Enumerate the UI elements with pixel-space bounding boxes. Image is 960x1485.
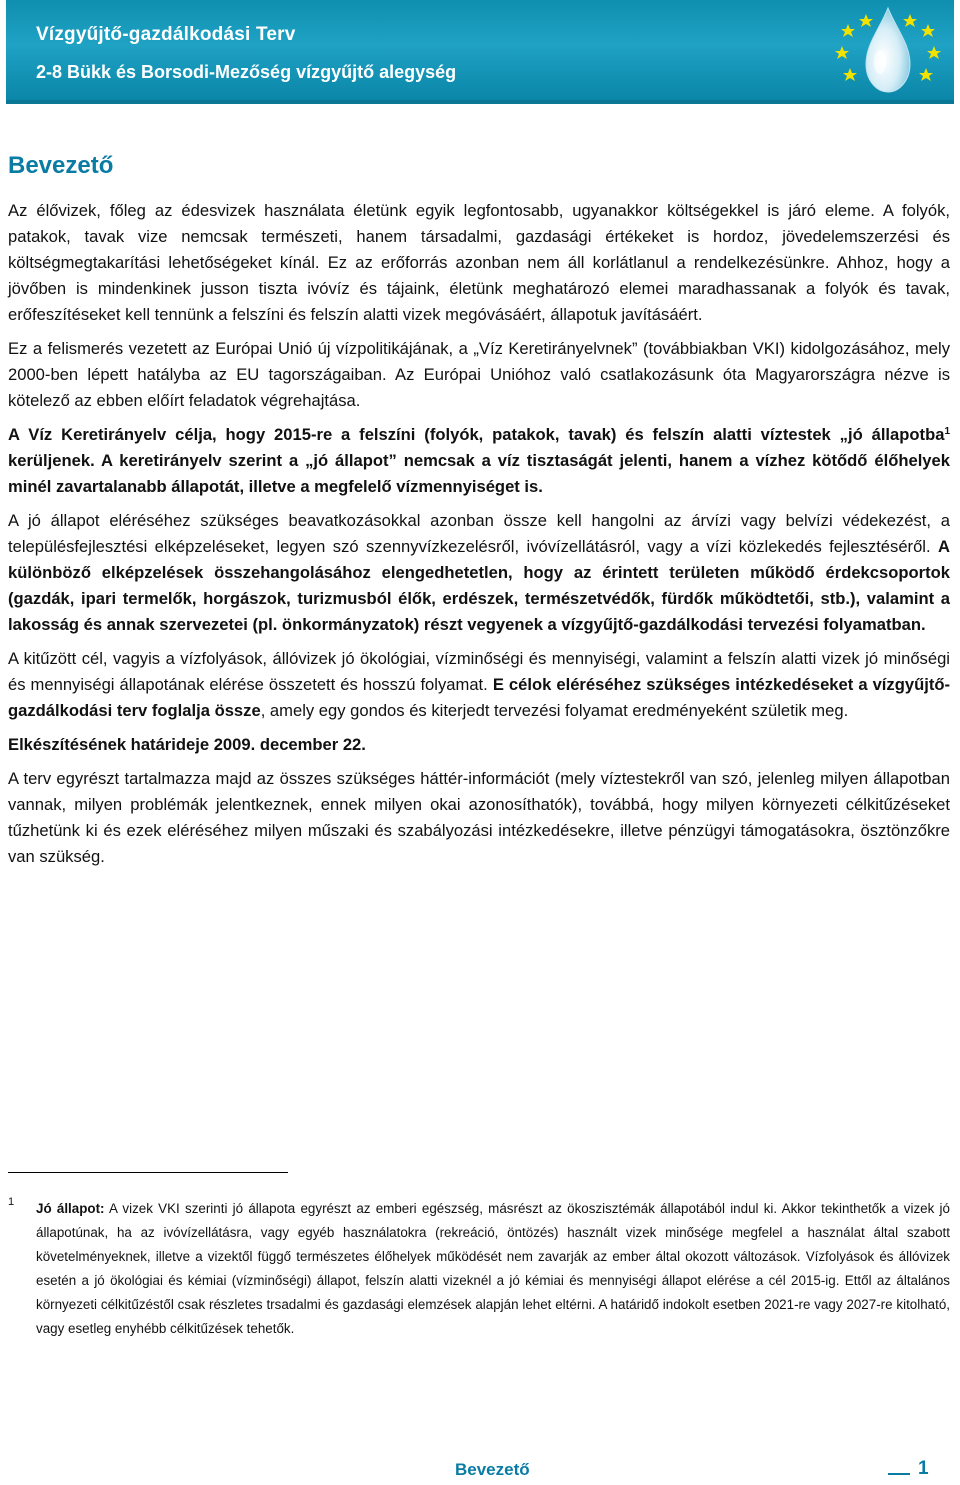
paragraph-1: Az élővizek, főleg az édesvizek használata életünk egyik legfontosabb, ugyanakkor költségekkel is járó eleme. A folyók, patakok, tavak vize nemcsak természeti, hanem társadalmi, gazdasági értékeket is hordoz, jövedelemszerzési és költségmegtakarítási lehetőségeket kínál. Ez az erőforrás azonban nem áll korlátlanul a rendelkezésünkre. Ahhoz, hogy a jövőben is mindenkinek jusson tiszta ivóvíz és tájaink, életünk meghatározó elemei maradhassanak a folyók és tavak, erőfeszítéseket kell tennünk a felszíni és felszín alatti vizek megóvásáért, állapotuk javításáért. — [8, 201, 950, 324]
paragraph-4-bold: A különböző elképzelések összehangolásához elengedhetetlen, hogy az érintett területen működő érdekcsoportok (gazdák, ipari termelők, horgászok, turizmusból élők, erdészek, természetvédők, fürdők működtetői, stb.), valamint a lakosság és annak szervezetei (pl. önkormányzatok) részt vegyenek a vízgyűjtő-gazdálkodási tervezési folyamatban. — [8, 537, 950, 634]
paragraph-5 — [8, 646, 950, 724]
page-number: 1 — [918, 1458, 929, 1479]
footnote-text: A vizek VKI szerinti jó állapota egyrészt az emberi egészség, másrészt az ökoszisztémák állapotából indul ki. Akkor tekinthetők a vizek jó állapotúnak, ha az ivóvízellátásra, vagy egyéb használatokra (rekreáció, öntözés) használt vizek minősége megfelel a használat által szabott követelményeknek, illetve a vizektől függő természetes élőhelyek működését nem zavarják az ember által okozott változások. Vízfolyások és állóvizek esetén a jó ökológiai és kémiai (vízminőségi) állapot, felszín alatti vizeknél a jó kémiai és mennyiségi állapot elérése a cél 2015-ig. Ettől az általános környezeti célkitűzéstől csak részletes trsadalmi és gazdasági elemzések alapján lehet eltérni. A határidő indokolt esetben 2021-re vagy 2027-re kitolható, vagy esetleg enyhébb célkitűzések tehetők. — [36, 1201, 950, 1336]
paragraph-4-normal: A jó állapot eléréséhez szükséges beavatkozásokkal azonban össze kell hangolni az árvízi vagy belvízi védekezést, a településfejlesztési elképzeléseket, legyen szó szennyvízkezelésről, ivóvízellátásról, vagy a vízi közlekedés fejlesztéséről. — [8, 511, 950, 556]
footnote-divider — [8, 1172, 288, 1173]
eu-water-drop-logo-icon — [830, 2, 946, 100]
paragraph-3-start: A Víz Keretirányelv célja, hogy 2015-re a felszíni (folyók, patakok, tavak) és felszín alatti víztestek „jó állapotba — [8, 425, 945, 444]
paragraph-5-end: , amely egy gondos és kiterjedt tervezési folyamat eredményeként születik meg. — [260, 701, 849, 720]
footnote-number: 1 — [8, 1196, 15, 1208]
footnote-term: Jó állapot: — [36, 1201, 105, 1216]
deadline-paragraph: Elkészítésének határideje 2009. december 22. — [8, 735, 366, 754]
paragraph-3-end: kerüljenek. A keretirányelv szerint a „jó állapot” nemcsak a víz tisztaságát jelenti, hanem a vízhez kötődő élőhelyek minél zavartalanabb állapotát, illetve a megfelelő vízmennyiséget is. — [8, 451, 950, 496]
footer-divider — [888, 1473, 910, 1475]
paragraph-4 — [8, 508, 950, 638]
paragraph-3 — [8, 422, 950, 500]
section-title: Bevezető — [8, 152, 114, 179]
footnote — [36, 1197, 950, 1341]
header-title: Vízgyűjtő-gazdálkodási Terv — [36, 24, 296, 45]
paragraph-5-normal: A kitűzött cél, vagyis a vízfolyások, állóvizek jó ökológiai, vízminőségi és mennyiségi, valamint a felszín alatti vizek jó minőségi és mennyiségi állapotának elérése összetett és hosszú folyamat. — [8, 649, 950, 694]
footnote-reference[interactable]: 1 — [944, 426, 950, 437]
paragraph-2: Ez a felismerés vezetett az Európai Unió új vízpolitikájának, a „Víz Keretirányelvnek” (továbbiakban VKI) kidolgozásához, mely 2000-ben lépett hatályba az EU tagországaiban. Az Európai Unióhoz való csatlakozásunk óta Magyarországra nézve is kötelező az ebben előírt feladatok végrehajtása. — [8, 339, 950, 410]
paragraph-7: A terv egyrészt tartalmazza majd az összes szükséges háttér-információt (mely víztestekről van szó, jelenleg milyen állapotban vannak, milyen problémák jelentkeznek, ennek milyen okai azonosíthatók), továbbá, hogy milyen környezeti célkitűzéseket tűzhetünk ki és ezek eléréséhez milyen műszaki és szabályozási intézkedésekre, illetve pénzügyi támogatásokra, ösztönzőkre van szükség. — [8, 769, 950, 866]
header-subtitle: 2-8 Bükk és Borsodi-Mezőség vízgyűjtő alegység — [36, 62, 457, 82]
paragraph-5-bold: E célok eléréséhez szükséges intézkedéseket a vízgyűjtő-gazdálkodási terv foglalja össze — [8, 675, 951, 720]
footer-section-title: Bevezető — [455, 1460, 530, 1479]
page-header — [6, 0, 954, 104]
main-content — [8, 198, 950, 878]
